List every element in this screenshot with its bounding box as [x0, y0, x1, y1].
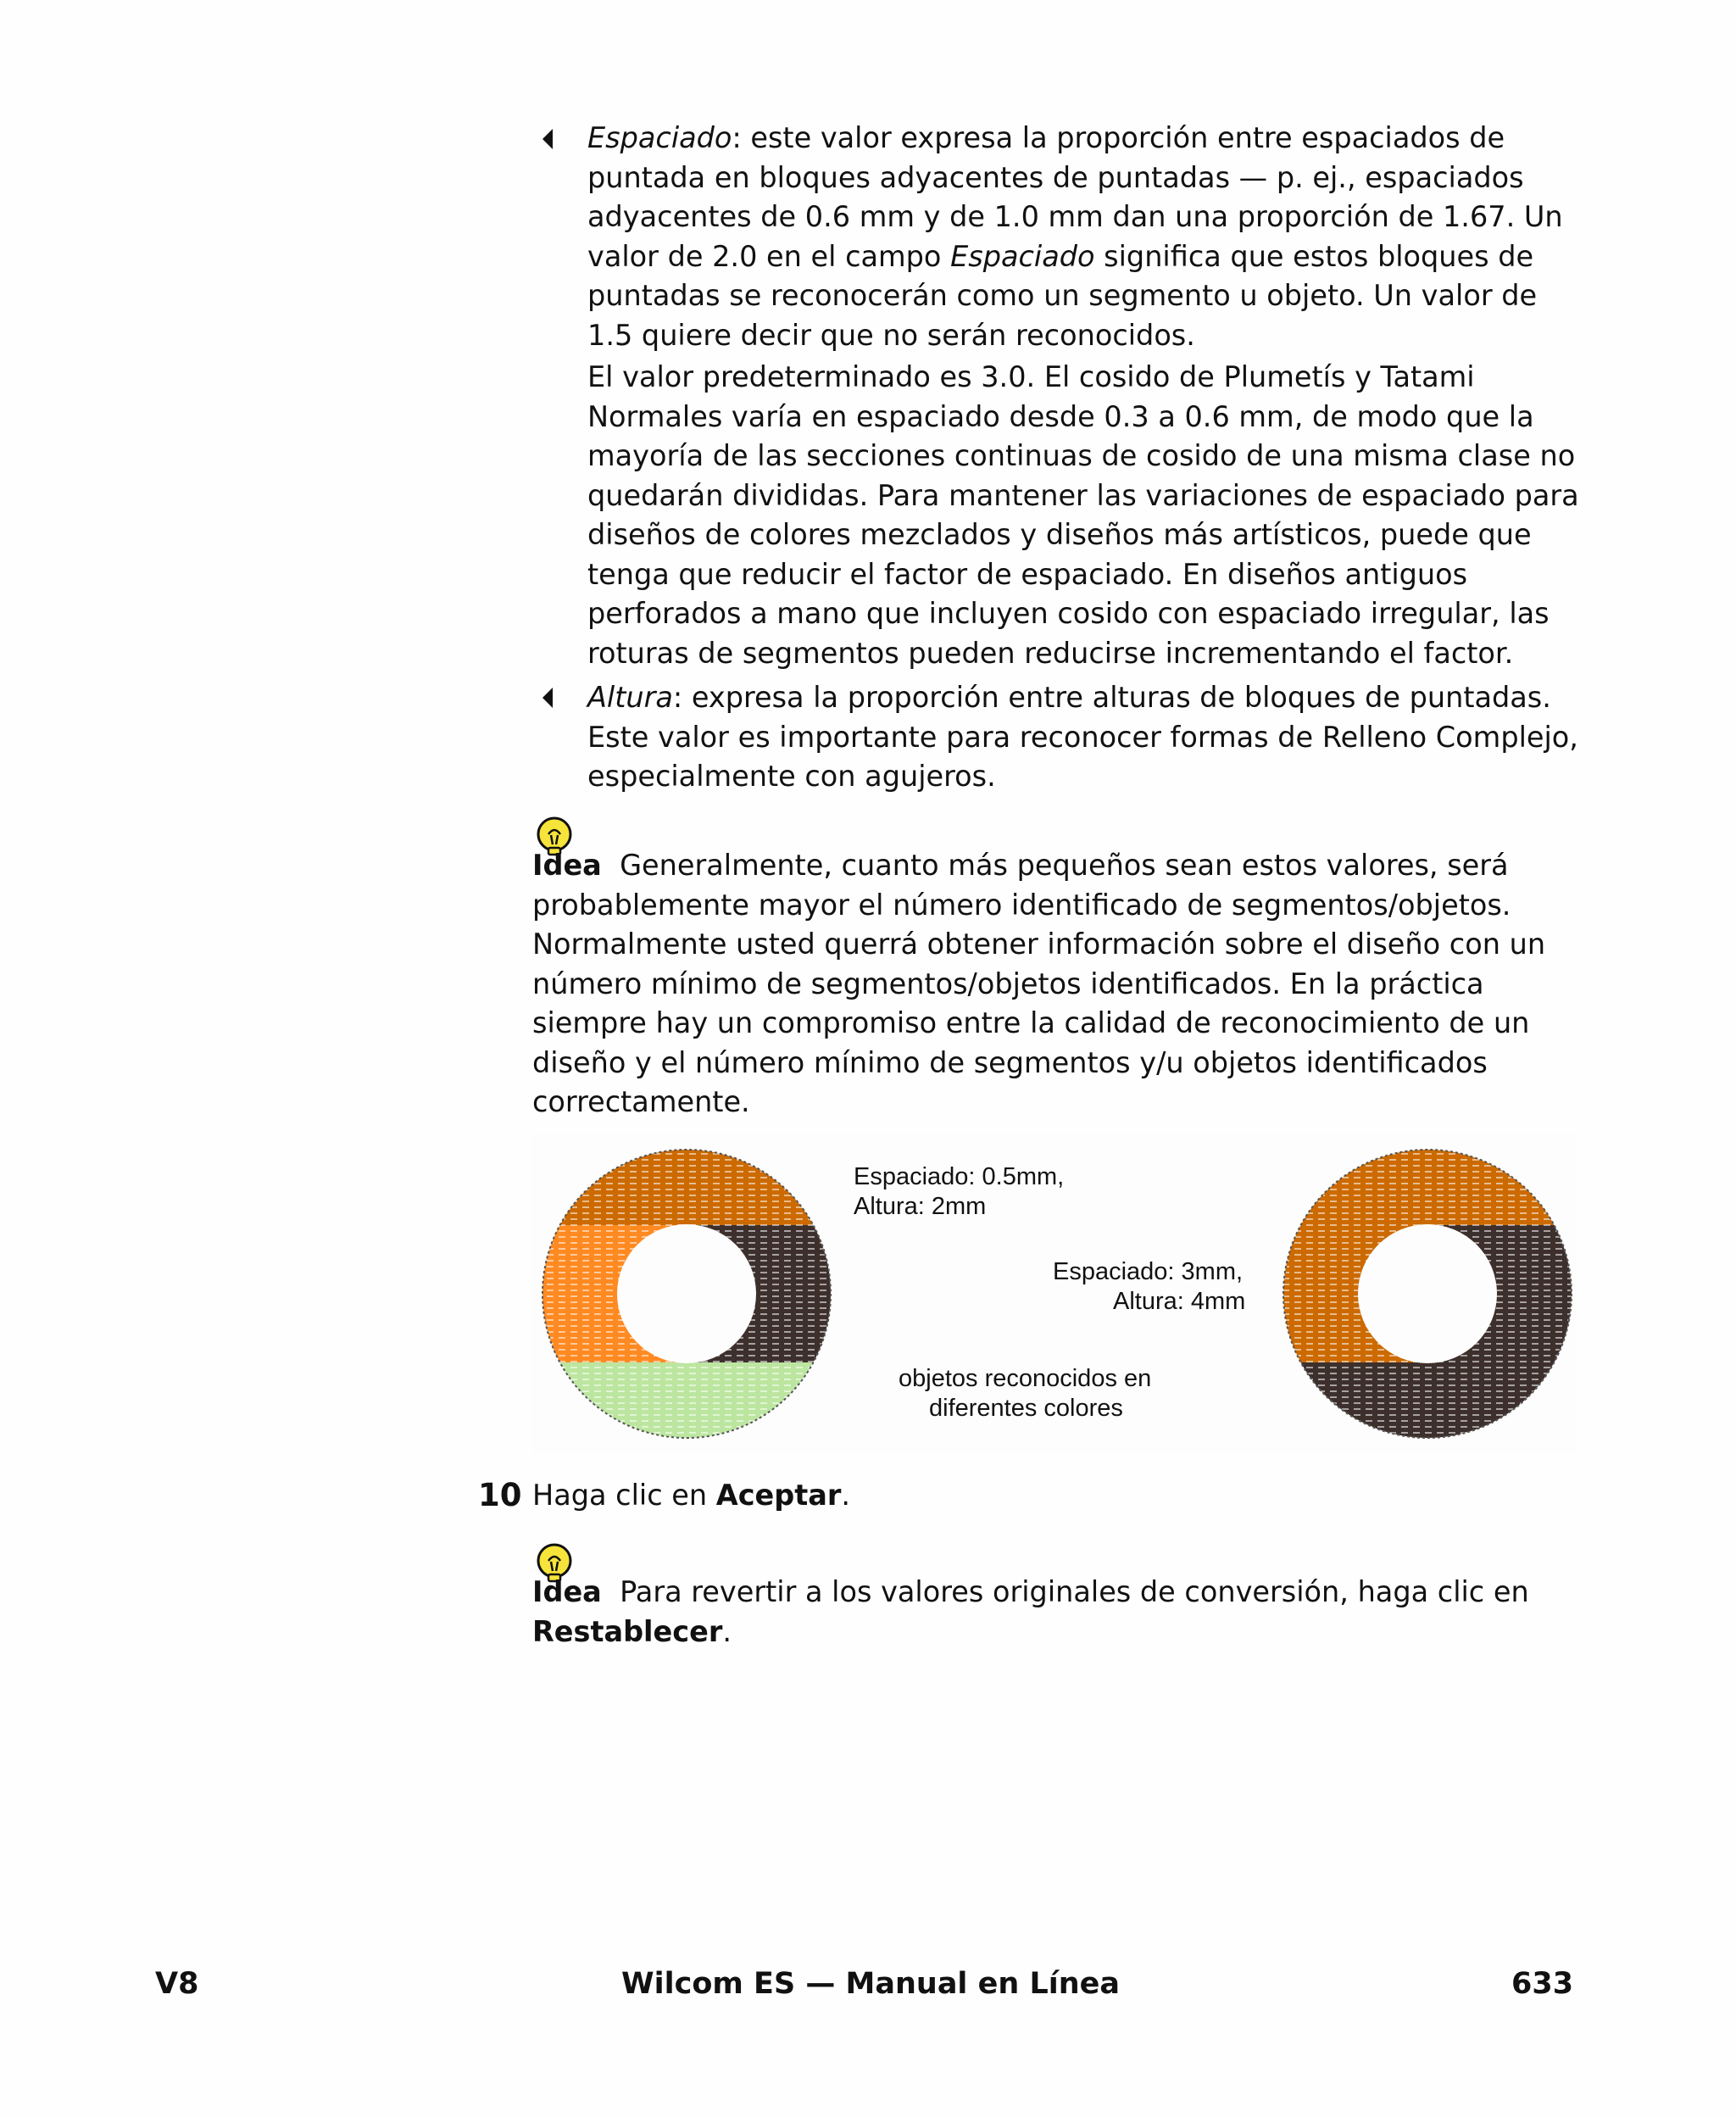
term-espaciado: Espaciado	[587, 121, 732, 154]
bullet-espaciado-text-2: significa que estos bloques de puntadas se reconocerán como un segmento u objeto. Un valor de 1.5 quiere decir que no serán reconocidos.	[587, 239, 1538, 352]
accept-button-label: Aceptar	[715, 1479, 842, 1512]
bullet-altura-text: : expresa la proporción entre alturas de bloques de puntadas. Este valor es importante para reconocer formas de Relleno Complejo, especialmente con agujeros.	[587, 681, 1578, 793]
footer-page-number: 633	[1511, 1967, 1574, 2001]
bullet-espaciado	[587, 119, 1588, 355]
bullet-altura	[587, 678, 1588, 797]
step-text-before: Haga clic en	[532, 1479, 716, 1512]
figure-label-left-2: Altura: 2mm	[854, 1193, 987, 1220]
figure-label-right-2: Altura: 4mm	[1113, 1288, 1246, 1315]
figure-caption-2: diferentes colores	[929, 1395, 1123, 1422]
tip-label: Idea	[532, 849, 602, 882]
bullet-espaciado-extra: El valor predeterminado es 3.0. El cosido de Plumetís y Tatami Normales varía en espaciado desde 0.3 a 0.6 mm, de modo que la mayoría de las secciones continuas de cosido de una misma clase no quedarán divididas. Para mantener las variaciones de espaciado para diseños de colores mezclados y diseños más artísticos, puede que tenga que reducir el factor de espaciado. En diseños antiguos perforados a mano que incluyen cosido con espaciado irregular, las roturas de segmentos pueden reducirse incrementando el factor.	[587, 360, 1579, 670]
recognition-figure	[532, 1134, 1577, 1454]
footer-title: Wilcom ES — Manual en Línea	[621, 1967, 1121, 2001]
figure-caption-1: objetos reconocidos en	[899, 1365, 1152, 1392]
tip-1	[532, 846, 1583, 1123]
tip-label: Idea	[532, 1575, 602, 1608]
figure-label-left-1: Espaciado: 0.5mm,	[854, 1163, 1065, 1190]
step-text-after: .	[841, 1479, 851, 1512]
tip-1-text: Generalmente, cuanto más pequeños sean estos valores, será probablemente mayor el número identificado de segmentos/objetos. Normalmente usted querrá obtener información sobre el diseño con un número mínimo de segmentos/objetos identificados. En la práctica siempre hay un compromiso entre la calidad de reconocimiento de un diseño y el número mínimo de segmentos y/u objetos identificados correctamente.	[532, 849, 1546, 1118]
left-ring	[532, 1134, 871, 1454]
bullet-arrow-icon	[542, 688, 553, 708]
term-espaciado-inline: Espaciado	[950, 239, 1095, 273]
reset-button-label: Restablecer	[532, 1614, 723, 1648]
bullet-arrow-icon	[542, 129, 553, 149]
right-ring	[1253, 1134, 1577, 1454]
term-altura: Altura	[587, 681, 673, 714]
step-text	[532, 1476, 1550, 1516]
figure-label-right-1: Espaciado: 3mm,	[1053, 1258, 1244, 1285]
tip-2-text-after: .	[722, 1614, 732, 1648]
footer-version: V8	[155, 1967, 199, 2001]
step-number: 10	[478, 1477, 522, 1513]
bullet-espaciado-text: : este valor expresa la proporción entre espaciados de puntada en bloques adyacentes de puntadas — p. ej., espaciados adyacentes de 0.6 mm y de 1.0 mm dan una proporción de 1.67. Un valor de 2.0 en el campo	[587, 121, 1563, 273]
tip-2-text-before: Para revertir a los valores originales de conversión, haga clic en	[620, 1575, 1529, 1608]
tip-2	[532, 1573, 1583, 1652]
